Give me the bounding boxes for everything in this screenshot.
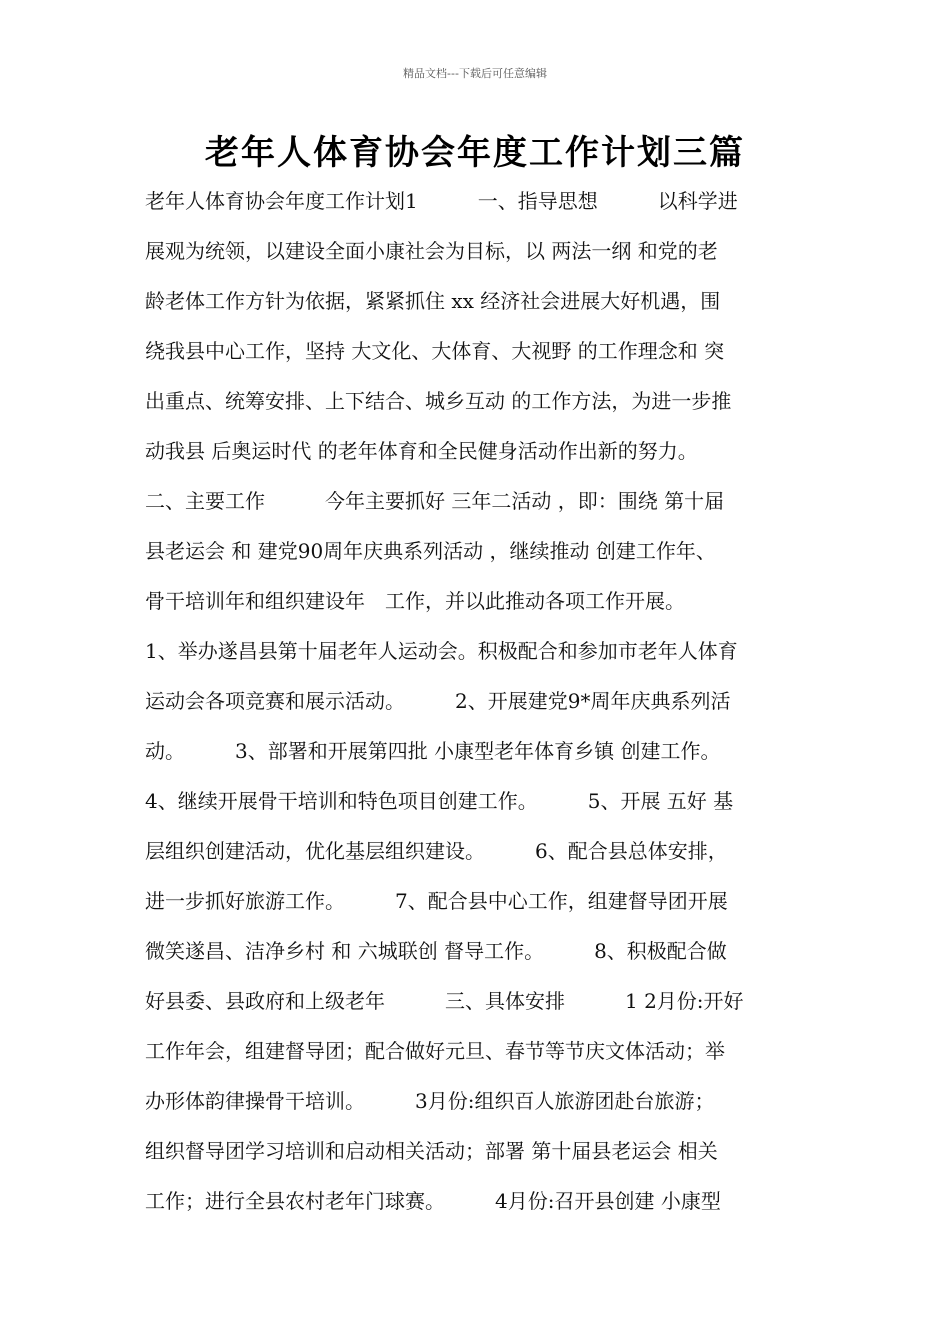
body-line: 工作年会，组建督导团；配合做好元旦、春节等节庆文体活动；举 [145, 1039, 725, 1063]
header-watermark: 精品文档---下载后可任意编辑 [403, 67, 547, 80]
body-line: 工作；进行全县农村老年门球赛。 4月份:召开县创建 小康型 [145, 1189, 721, 1213]
body-line: 县老运会 和 建党90周年庆典系列活动 ，继续推动 创建工作年、 [145, 539, 716, 563]
body-line: 1、举办遂昌县第十届老年人运动会。积极配合和参加市老年人体育 [145, 639, 738, 663]
body-line: 绕我县中心工作，坚持 大文化、大体育、大视野 的工作理念和 突 [145, 339, 725, 363]
body-line: 组织督导团学习培训和启动相关活动；部署 第十届县老运会 相关 [145, 1139, 718, 1163]
body-line: 老年人体育协会年度工作计划1 一、指导思想 以科学进 [145, 189, 738, 213]
body-line: 骨干培训年和组织建设年 工作，并以此推动各项工作开展。 [145, 589, 685, 613]
document-title: 老年人体育协会年度工作计划三篇 [205, 133, 745, 173]
body-line: 出重点、统筹安排、上下结合、城乡互动 的工作方法，为进一步推 [145, 389, 732, 413]
body-line: 层组织创建活动，优化基层组织建设。 6、配合县总体安排， [145, 839, 728, 863]
body-line: 运动会各项竞赛和展示活动。 2、开展建党9*周年庆典系列活 [145, 689, 731, 713]
body-line: 展观为统领，以建设全面小康社会为目标，以 两法一纲 和党的老 [145, 239, 718, 263]
body-line: 4、继续开展骨干培训和特色项目创建工作。 5、开展 五好 基 [145, 789, 734, 813]
document-body [145, 176, 810, 1226]
body-line: 龄老体工作方针为依据，紧紧抓住 xx 经济社会进展大好机遇，围 [145, 289, 721, 313]
body-line: 好县委、县政府和上级老年 三、具体安排 1 2月份:开好 [145, 989, 744, 1013]
body-line: 微笑遂昌、洁净乡村 和 六城联创 督导工作。 8、积极配合做 [145, 939, 727, 963]
body-line: 动。 3、部署和开展第四批 小康型老年体育乡镇 创建工作。 [145, 739, 721, 763]
body-line: 办形体韵律操骨干培训。 3月份:组织百人旅游团赴台旅游； [145, 1089, 715, 1113]
body-line: 进一步抓好旅游工作。 7、配合县中心工作，组建督导团开展 [145, 889, 728, 913]
body-line: 二、主要工作 今年主要抓好 三年二活动 ，即：围绕 第十届 [145, 489, 725, 513]
body-line: 动我县 后奥运时代 的老年体育和全民健身活动作出新的努力。 [145, 439, 698, 463]
